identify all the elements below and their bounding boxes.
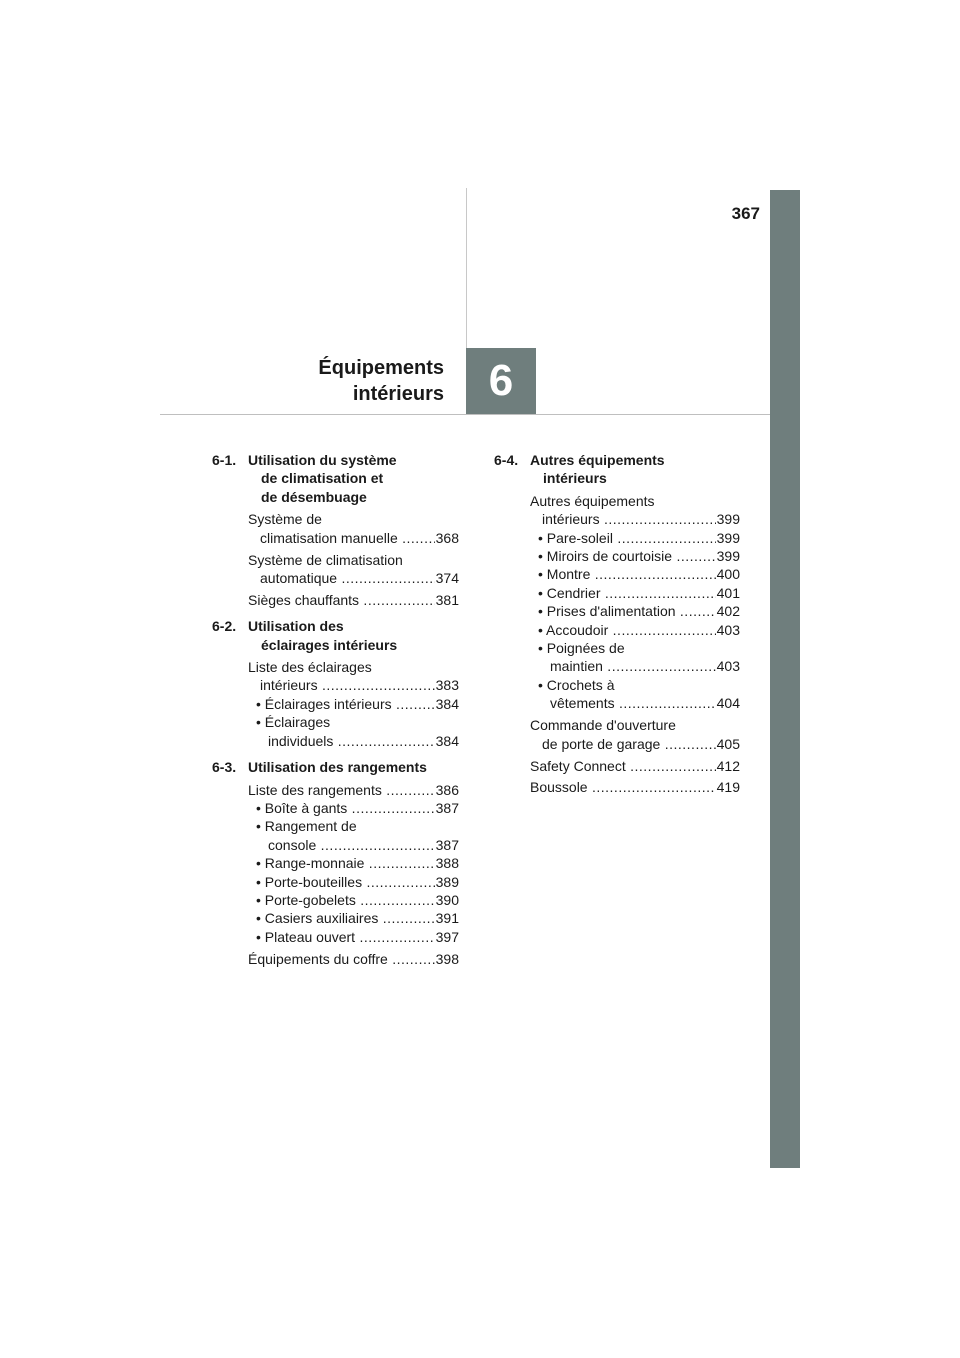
section-title-line: Utilisation des: [248, 618, 344, 635]
entry-label-line: vêtements .....: [530, 694, 716, 712]
entry-page-number: 397: [435, 928, 459, 945]
toc-entry[interactable]: [530, 639, 740, 676]
toc-section: [212, 451, 459, 609]
toc-entry[interactable]: [530, 547, 740, 565]
entry-list: [494, 492, 740, 797]
entry-label-line: individuels .....: [248, 732, 435, 750]
entry-label: [248, 781, 435, 799]
toc-entry[interactable]: [248, 695, 459, 713]
entry-page-number: 405: [716, 735, 740, 752]
toc-entry[interactable]: [248, 909, 459, 927]
entry-label: [248, 928, 435, 946]
entry-label-line: • Éclairages: [256, 714, 331, 731]
entry-label: [530, 547, 716, 565]
entry-page-number: 390: [435, 891, 459, 908]
entry-page-number: 402: [716, 603, 740, 620]
section-title: [248, 451, 397, 506]
entry-label-line: • Boîte à gants .....: [248, 799, 435, 817]
entry-label-line: • Accoudoir .....: [530, 621, 716, 639]
section-title-line: Utilisation du système: [248, 452, 397, 468]
entry-page-number: 400: [716, 566, 740, 583]
entry-label-line: • Crochets à: [538, 676, 615, 693]
entry-label-line: Liste des rangements .....: [248, 781, 435, 799]
entry-label-line: • Pare-soleil .....: [530, 529, 716, 547]
entry-list: [212, 781, 459, 969]
entry-label-line: • Poignées de: [538, 640, 625, 657]
entry-label: [248, 909, 435, 927]
header-horizontal-rule: [160, 414, 770, 415]
entry-label: [248, 591, 435, 609]
section-heading: [212, 451, 459, 506]
section-title-line: intérieurs: [543, 470, 607, 487]
section-title-line: de désembuage: [261, 488, 367, 505]
toc-section: [212, 758, 459, 968]
entry-page-number: 399: [716, 511, 740, 528]
chapter-title-line: intérieurs: [352, 383, 444, 405]
toc-entry[interactable]: [248, 658, 459, 695]
entry-label: [530, 492, 716, 529]
toc-entry[interactable]: [248, 891, 459, 909]
section-title-line: éclairages intérieurs: [261, 636, 398, 653]
entry-page-number: 419: [716, 779, 740, 796]
entry-label: [530, 778, 716, 796]
entry-label: [530, 639, 716, 676]
entry-page-number: 399: [716, 548, 740, 565]
entry-page-number: 401: [716, 584, 740, 601]
toc-entry[interactable]: [530, 529, 740, 547]
entry-list: [212, 510, 459, 609]
toc-entry[interactable]: [248, 799, 459, 817]
section-number: 6-4.: [494, 452, 519, 468]
entry-label-line: • Montre .....: [530, 565, 716, 583]
entry-label-line: • Range-monnaie .....: [248, 854, 435, 872]
entry-label-line: • Plateau ouvert .....: [248, 928, 435, 946]
entry-label-line: intérieurs .....: [530, 510, 716, 528]
section-number: 6-1.: [212, 452, 237, 468]
entry-label: [530, 529, 716, 547]
entry-label-line: maintien .....: [530, 657, 716, 675]
entry-label: [248, 799, 435, 817]
entry-label: [530, 676, 716, 713]
chapter-number-box: [466, 348, 536, 414]
entry-label-line: Boussole .....: [530, 778, 716, 796]
entry-page-number: 381: [435, 591, 459, 608]
entry-page-number: 388: [435, 855, 459, 872]
chapter-number: 6: [488, 356, 514, 405]
entry-page-number: 386: [435, 781, 459, 798]
entry-label-line: • Porte-bouteilles .....: [248, 873, 435, 891]
section-title: [248, 617, 397, 654]
entry-label: [530, 716, 716, 753]
entry-label-line: Système de climatisation: [248, 551, 403, 568]
entry-label: [248, 658, 435, 695]
header-vertical-rule: [466, 188, 467, 348]
section-title: [248, 758, 427, 776]
entry-label: [248, 873, 435, 891]
toc-entry[interactable]: [248, 817, 459, 854]
toc-entry[interactable]: [530, 778, 740, 796]
entry-label: [530, 565, 716, 583]
entry-label-line: console .....: [248, 836, 435, 854]
entry-label-line: Équipements du coffre .....: [248, 950, 435, 968]
entry-label: [248, 510, 435, 547]
entry-label-line: Safety Connect .....: [530, 757, 716, 775]
entry-label-line: automatique .....: [248, 569, 435, 587]
toc-entry[interactable]: [248, 591, 459, 609]
section-heading: [494, 451, 740, 488]
section-title-line: Utilisation des rangements: [248, 759, 427, 776]
entry-label: [530, 621, 716, 639]
entry-label-line: • Cendrier .....: [530, 584, 716, 602]
entry-page-number: 403: [716, 658, 740, 675]
entry-label-line: Commande d'ouverture: [530, 717, 676, 734]
entry-label-line: Système de: [248, 511, 322, 528]
entry-label-line: Sièges chauffants .....: [248, 591, 435, 609]
entry-label: [248, 891, 435, 909]
entry-page-number: 398: [435, 950, 459, 967]
entry-label: [248, 713, 435, 750]
entry-page-number: 368: [435, 529, 459, 546]
entry-page-number: 412: [716, 757, 740, 774]
entry-label-line: • Rangement de: [256, 818, 357, 835]
entry-page-number: 384: [435, 695, 459, 712]
entry-page-number: 404: [716, 695, 740, 712]
entry-label: [530, 757, 716, 775]
entry-page-number: 384: [435, 732, 459, 749]
entry-label-line: de porte de garage .....: [530, 735, 716, 753]
entry-label: [248, 817, 435, 854]
toc-column-left: [212, 451, 459, 976]
toc-entry[interactable]: [530, 621, 740, 639]
section-number: 6-3.: [212, 759, 237, 776]
entry-page-number: 403: [716, 621, 740, 638]
entry-label: [530, 584, 716, 602]
toc-entry[interactable]: [530, 757, 740, 775]
toc-entry[interactable]: [248, 928, 459, 946]
toc-entry[interactable]: [248, 713, 459, 750]
entry-label: [248, 695, 435, 713]
toc-entry[interactable]: [248, 854, 459, 872]
entry-label: [530, 602, 716, 620]
toc-entry[interactable]: [530, 584, 740, 602]
entry-page-number: 387: [435, 836, 459, 853]
toc-entry[interactable]: [530, 492, 740, 529]
toc-entry[interactable]: [530, 602, 740, 620]
section-heading: [212, 758, 459, 776]
entry-page-number: 383: [435, 677, 459, 694]
section-title-line: Autres équipements: [530, 452, 665, 468]
entry-page-number: 374: [435, 569, 459, 586]
entry-label-line: • Prises d'alimentation .....: [530, 602, 716, 620]
entry-label-line: climatisation manuelle .....: [248, 529, 435, 547]
toc-entry[interactable]: [530, 676, 740, 713]
chapter-side-tab: [770, 190, 800, 1168]
section-heading: [212, 617, 459, 654]
section-title-line: de climatisation et: [261, 470, 384, 487]
entry-label: [248, 551, 435, 588]
section-number: 6-2.: [212, 618, 237, 635]
toc-section: [494, 451, 740, 797]
toc-entry[interactable]: [248, 781, 459, 799]
toc-column-right: [494, 451, 740, 805]
entry-label-line: • Porte-gobelets .....: [248, 891, 435, 909]
entry-page-number: 387: [435, 799, 459, 816]
toc-entry[interactable]: [248, 873, 459, 891]
entry-label: [248, 854, 435, 872]
toc-entry[interactable]: [248, 510, 459, 547]
entry-label-line: Autres équipements: [530, 492, 655, 509]
entry-page-number: 399: [716, 529, 740, 546]
toc-entry[interactable]: [248, 551, 459, 588]
toc-entry[interactable]: [530, 716, 740, 753]
toc-entry[interactable]: [248, 950, 459, 968]
chapter-title-line: Équipements: [318, 357, 444, 379]
entry-page-number: 389: [435, 873, 459, 890]
entry-page-number: 391: [435, 910, 459, 927]
entry-list: [212, 658, 459, 750]
entry-label: [248, 950, 435, 968]
entry-label-line: • Casiers auxiliaires .....: [248, 909, 435, 927]
chapter-title: [200, 355, 444, 407]
page-number: 367: [731, 204, 760, 223]
toc-entry[interactable]: [530, 565, 740, 583]
entry-label-line: Liste des éclairages: [248, 659, 372, 676]
entry-label-line: intérieurs .....: [248, 676, 435, 694]
toc-section: [212, 617, 459, 750]
entry-label-line: • Éclairages intérieurs .....: [248, 695, 435, 713]
section-title: [530, 451, 665, 488]
entry-label-line: • Miroirs de courtoisie .....: [530, 547, 716, 565]
